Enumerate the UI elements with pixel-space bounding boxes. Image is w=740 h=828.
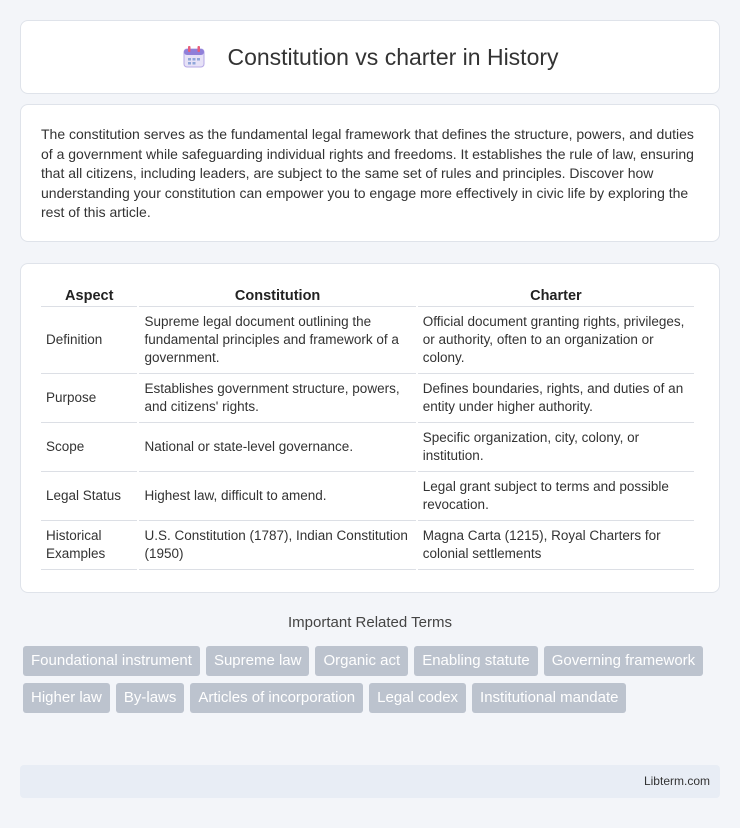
header-charter: Charter xyxy=(418,282,694,307)
related-term-tag[interactable]: Institutional mandate xyxy=(472,683,626,713)
intro-card xyxy=(20,104,720,242)
row-constitution: Supreme legal document outlining the fundamental principles and framework of a government. xyxy=(139,307,415,374)
header-constitution: Constitution xyxy=(139,282,415,307)
related-terms-title: Important Related Terms xyxy=(288,614,452,631)
related-terms-list xyxy=(23,646,723,720)
footer xyxy=(20,765,720,798)
header-aspect: Aspect xyxy=(41,282,137,307)
related-term-tag[interactable]: Supreme law xyxy=(206,646,310,676)
table-row xyxy=(41,472,694,521)
row-charter: Specific organization, city, colony, or institution. xyxy=(418,423,694,472)
related-term-tag[interactable]: Legal codex xyxy=(369,683,466,713)
row-charter: Magna Carta (1215), Royal Charters for colonial settlements xyxy=(418,521,694,570)
table-row xyxy=(41,423,694,472)
calendar-icon xyxy=(181,44,207,70)
row-aspect: Scope xyxy=(41,423,137,472)
row-aspect: Definition xyxy=(41,307,137,374)
related-term-tag[interactable]: Enabling statute xyxy=(414,646,538,676)
related-term-tag[interactable]: Governing framework xyxy=(544,646,703,676)
related-term-tag[interactable]: Higher law xyxy=(23,683,110,713)
table-row xyxy=(41,307,694,374)
related-term-tag[interactable]: Foundational instrument xyxy=(23,646,200,676)
related-term-tag[interactable]: Articles of incorporation xyxy=(190,683,363,713)
row-charter: Official document granting rights, privileges, or authority, often to an organization or colony. xyxy=(418,307,694,374)
row-charter: Legal grant subject to terms and possible revocation. xyxy=(418,472,694,521)
footer-brand-link[interactable]: Libterm.com xyxy=(643,774,710,788)
comparison-table xyxy=(39,282,696,570)
row-constitution: Highest law, difficult to amend. xyxy=(139,472,415,521)
row-aspect: Legal Status xyxy=(41,472,137,521)
row-constitution: Establishes government structure, powers, and citizens' rights. xyxy=(139,374,415,423)
row-aspect: Purpose xyxy=(41,374,137,423)
row-charter: Defines boundaries, rights, and duties of an entity under higher authority. xyxy=(418,374,694,423)
comparison-table-card xyxy=(20,263,720,593)
table-row xyxy=(41,521,694,570)
row-constitution: National or state-level governance. xyxy=(139,423,415,472)
related-term-tag[interactable]: By-laws xyxy=(116,683,185,713)
intro-text: The constitution serves as the fundamental legal framework that defines the structure, powers, and duties of a government while safeguarding individual rights and freedoms. It establishes the rule of law, ensuring that all citizens, including leaders, are subject to the same set of rules and principles. Discover how understanding your constitution can empower you to engage more effectively in civic life by exploring the rest of this article. xyxy=(41,126,694,221)
header-card xyxy=(20,20,720,94)
page-title: Constitution vs charter in History xyxy=(227,43,559,70)
row-aspect: Historical Examples xyxy=(41,521,137,570)
row-constitution: U.S. Constitution (1787), Indian Constitution (1950) xyxy=(139,521,415,570)
table-row xyxy=(41,374,694,423)
table-header-row xyxy=(41,282,694,307)
related-term-tag[interactable]: Organic act xyxy=(315,646,408,676)
